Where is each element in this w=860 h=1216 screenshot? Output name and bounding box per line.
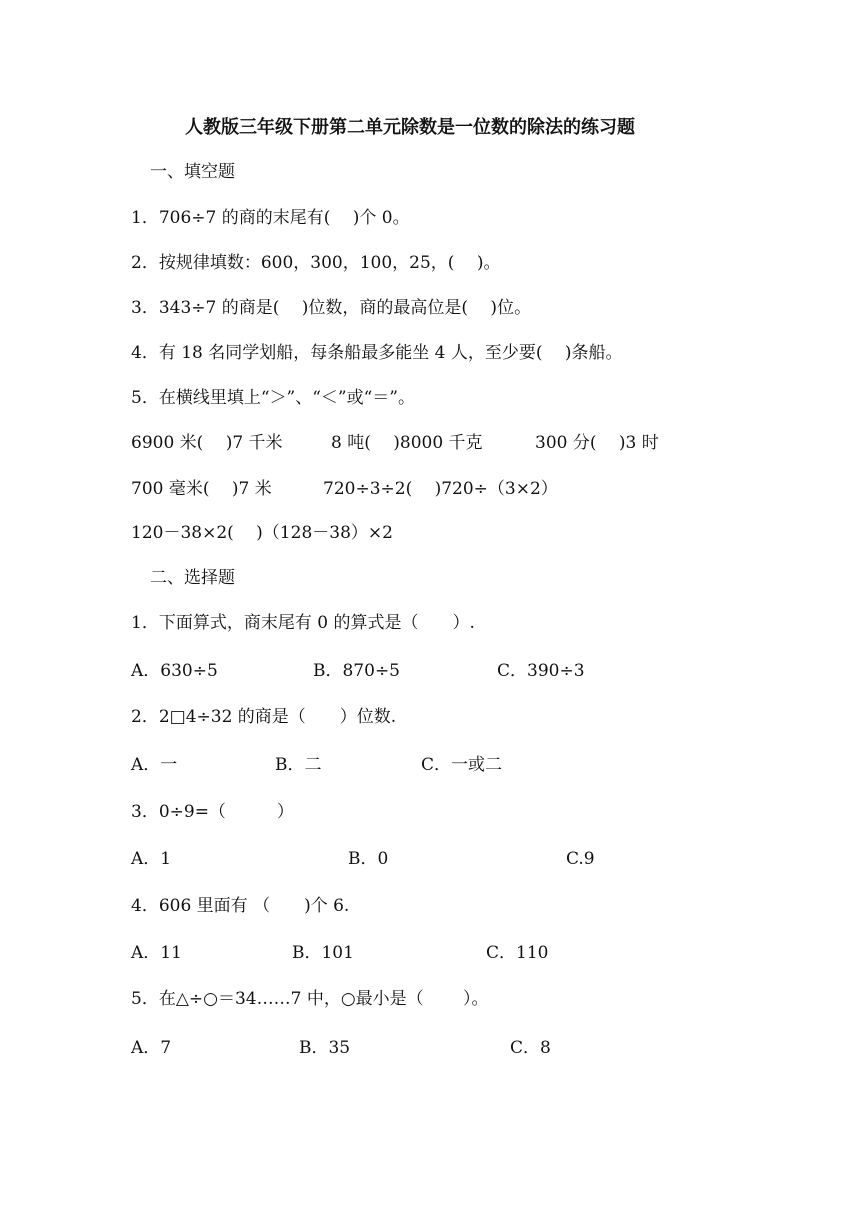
choice-option: A．7 — [131, 1038, 172, 1058]
choice-option: C．110 — [486, 943, 549, 963]
choice-option: B．870÷5 — [313, 661, 401, 681]
choice-option: A．1 — [131, 849, 172, 869]
section-heading-fill-blank: 一、填空题 — [150, 162, 235, 182]
choice-option: C．一或二 — [421, 755, 503, 775]
fill-question-1: 1．706÷7 的商的末尾有( )个 0。 — [131, 208, 410, 228]
choice-option: A．一 — [131, 755, 178, 775]
page-title: 人教版三年级下册第二单元除数是一位数的除法的练习题 — [185, 117, 635, 138]
compare-item: 120－38×2( )（128－38）×2 — [131, 523, 393, 543]
compare-item: 720÷3÷2( )720÷（3×2） — [323, 479, 558, 499]
choice-option: C.9 — [566, 849, 595, 869]
choice-option: B．101 — [292, 943, 354, 963]
choice-question-4: 4．606 里面有 （ )个 6. — [131, 896, 350, 916]
compare-item: 8 吨( )8000 千克 — [331, 433, 483, 453]
choice-question-2: 2．2□4÷32 的商是（ ）位数. — [131, 707, 397, 727]
choice-option: B．二 — [275, 755, 322, 775]
choice-option: A．11 — [131, 943, 182, 963]
choice-option: B．0 — [348, 849, 389, 869]
fill-question-2: 2．按规律填数：600，300，100，25，( )。 — [131, 253, 501, 273]
fill-question-3: 3．343÷7 的商是( )位数，商的最高位是( )位。 — [131, 298, 532, 318]
section-heading-multiple-choice: 二、选择题 — [150, 568, 235, 588]
choice-option: A．630÷5 — [131, 661, 218, 681]
fill-question-5: 5．在横线里填上“＞”、“＜”或“＝”。 — [131, 388, 415, 408]
choice-option: C．8 — [510, 1038, 551, 1058]
choice-question-1: 1．下面算式，商末尾有 0 的算式是（ ）. — [131, 613, 475, 633]
choice-option: C．390÷3 — [497, 661, 585, 681]
choice-option: B．35 — [299, 1038, 351, 1058]
choice-question-3: 3．0÷9=（ ） — [131, 802, 294, 822]
compare-item: 300 分( )3 时 — [535, 433, 659, 453]
choice-question-5: 5．在△÷○＝34……7 中，○最小是（ ）。 — [131, 989, 489, 1009]
compare-item: 6900 米( )7 千米 — [131, 433, 283, 453]
compare-item: 700 毫米( )7 米 — [131, 479, 272, 499]
fill-question-4: 4．有 18 名同学划船，每条船最多能坐 4 人，至少要( )条船。 — [131, 343, 623, 363]
